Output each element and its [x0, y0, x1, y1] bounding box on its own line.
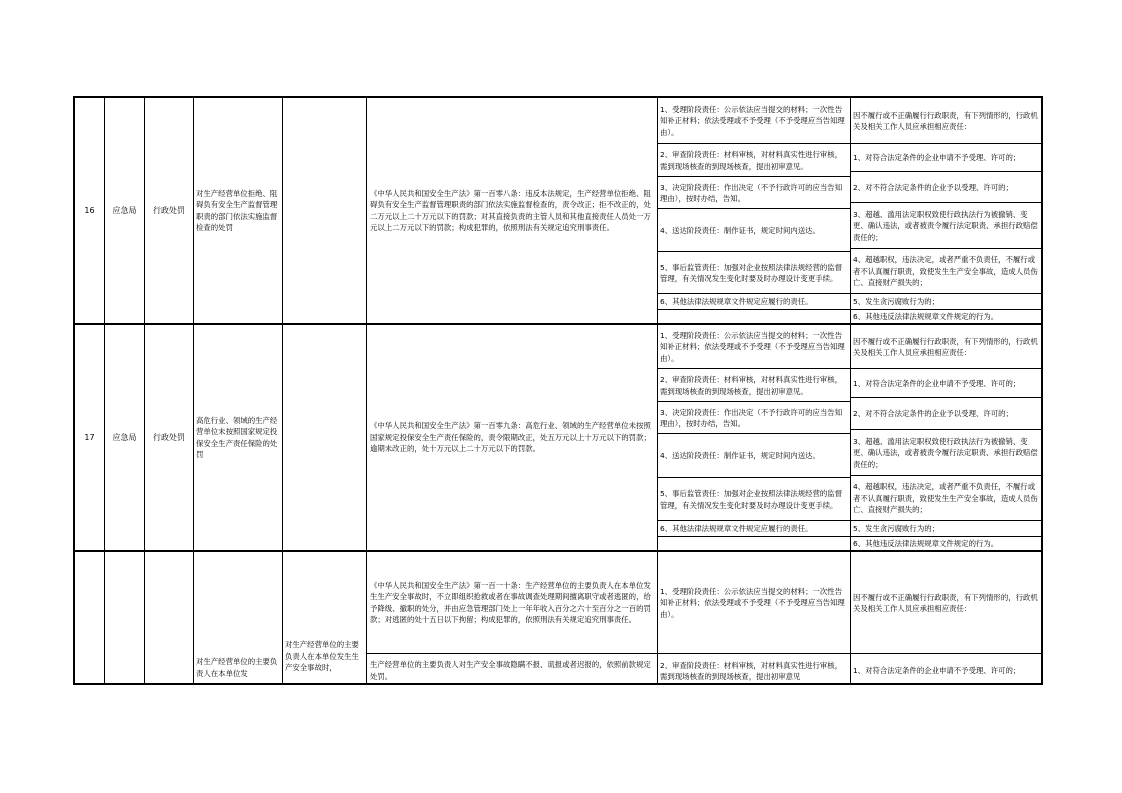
- row-number: [75, 552, 105, 685]
- department: 应急局: [105, 98, 145, 323]
- accountability-item: 4、超越职权，违法决定，或者严重不负责任，不履行或者不认真履行职责，致使发生生产安全事故，造成人员伤亡、直接财产损失的；: [851, 249, 1041, 294]
- duty-item: 3、决定阶段责任：作出决定（不予行政许可的应当告知理由），按时办结，告知。: [658, 177, 850, 209]
- row-number: 17: [75, 325, 105, 550]
- duty-list: [658, 98, 851, 323]
- accountability-item: 5、发生贪污腐败行为的；: [851, 294, 1041, 310]
- accountability-item: 2、对不符合法定条件的企业予以受理、许可的；: [851, 172, 1041, 203]
- legal-basis: 《中华人民共和国安全生产法》第一百零八条：违反本法规定，生产经营单位拒绝、阻碍负有安全生产监督管理职责的部门依法实施监督检查的，责令改正；拒不改正的，处二万元以上二十万元以下的罚款；对其直接负责的主管人员和其他直接责任人员处一万元以上二万元以下的罚款；构成犯罪的，依照刑法有关规定追究刑事责任。: [367, 98, 658, 323]
- accountability-list: [851, 98, 1041, 323]
- duty-item: 1、受理阶段责任：公示依法应当提交的材料；一次性告知补正材料；依法受理或不予受理（不予受理应当告知理由）。: [658, 325, 850, 369]
- accountability-item: 1、对符合法定条件的企业申请不予受理、许可的；: [853, 666, 1021, 676]
- accountability-item: 6、其他违反法律法规规章文件规定的行为。: [853, 539, 999, 549]
- accountability-item: 5、发生贪污腐败行为的；: [851, 521, 1041, 537]
- accountability-list: [851, 552, 1041, 685]
- duty-item: 2、审查阶段责任：材料审核，对材料真实性进行审核，需到现场核查的到现场核查，提出初审意见。: [658, 144, 850, 177]
- duty-list: [658, 552, 851, 685]
- accountability-item: 1、对符合法定条件的企业申请不予受理、许可的；: [851, 144, 1041, 172]
- table-row: [75, 98, 1041, 325]
- table-row: [75, 325, 1041, 552]
- accountability-item: 1、对符合法定条件的企业申请不予受理、许可的；: [851, 369, 1041, 398]
- power-item: 对生产经营单位拒绝、阻碍负有安全生产监督管理职责的部门依法实施监督检查的处罚: [194, 98, 283, 323]
- duty-item: 6、其他法律法规规章文件规定应履行的责任。: [658, 521, 850, 537]
- accountability-item: 6、其他违反法律法规规章文件规定的行为。: [853, 312, 999, 322]
- accountability-item: 2、对不符合法定条件的企业予以受理、许可的；: [851, 398, 1041, 430]
- power-item: 对生产经营单位的主要负责人在本单位发: [194, 552, 283, 685]
- legal-basis-paragraph: 生产经营单位的主要负责人对生产安全事故隐瞒不报、谎报或者迟报的，依照前款规定处罚。: [370, 660, 651, 681]
- legal-basis: 《中华人民共和国安全生产法》第一百零九条：高危行业、领域的生产经营单位未按照国家规定投保安全生产责任保险的，责令限期改正，处五万元以上十万元以下的罚款；逾期未改正的，处十万元以上二十万元以下的罚款。: [367, 325, 658, 550]
- duty-item: 6、其他法律法规规章文件规定应履行的责任。: [658, 294, 850, 310]
- accountability-item: 因不履行或不正确履行行政职责，有下列情形的，行政机关及相关工作人员应承担相应责任：: [851, 325, 1041, 369]
- sub-item: 对生产经营单位的主要负责人在本单位发生生产安全事故时，: [283, 552, 367, 685]
- accountability-item: 3、超越、滥用法定职权致使行政执法行为被撤销、变更、确认违法，或者被责令履行法定职责、承担行政赔偿责任的；: [851, 203, 1041, 249]
- duty-item: 1、受理阶段责任：公示依法应当提交的材料；一次性告知补正材料；依法受理或不予受理（不予受理应当告知理由）。: [658, 98, 850, 144]
- accountability-item: 因不履行或不正确履行行政职责，有下列情形的，行政机关及相关工作人员应承担相应责任：: [851, 98, 1041, 144]
- duty-item: 2、审查阶段责任：材料审核，对材料真实性进行审核，需到现场核查的到现场核查，提出初审意见: [660, 660, 843, 681]
- duty-item: 2、审查阶段责任：材料审核，对材料真实性进行审核，需到现场核查的到现场核查，提出初审意见。: [658, 369, 850, 402]
- power-type: 行政处罚: [145, 98, 194, 323]
- legal-basis-paragraph: 《中华人民共和国安全生产法》第一百一十条：生产经营单位的主要负责人在本单位发生生产安全事故时，不立即组织抢救或者在事故调查处理期间擅离职守或者逃匿的，给予降级、撤职的处分，并由应急管理部门处上一年年收入百分之六十至百分之一百的罚款；对逃匿的处十五日以下拘留；构成犯罪的，依照刑法有关规定追究刑事责任。: [367, 552, 657, 654]
- duty-item: 5、事后监管责任：加强对企业按照法律法规经营的监督管理，有关情况发生变化时要及时办理设计变更手续。: [658, 478, 850, 521]
- sub-item: [283, 98, 367, 323]
- responsibility-table: [73, 96, 1043, 685]
- duty-list: [658, 325, 851, 550]
- duty-item: 4、送达阶段责任：制作证书，规定时间内送达。: [658, 434, 850, 478]
- department: [105, 552, 145, 685]
- duty-item: 5、事后监管责任：加强对企业按照法律法规经营的监督管理，有关情况发生变化时要及时办理设计变更手续。: [658, 252, 850, 294]
- power-type: 行政处罚: [145, 325, 194, 550]
- power-type: [145, 552, 194, 685]
- duty-item: 3、决定阶段责任：作出决定（不予行政许可的应当告知理由），按时办结，告知。: [658, 402, 850, 434]
- table-row: [75, 552, 1041, 685]
- duty-item: 4、送达阶段责任：制作证书，规定时间内送达。: [658, 209, 850, 252]
- accountability-item: 4、超越职权，违法决定，或者严重不负责任，不履行或者不认真履行职责，致使发生生产安全事故，造成人员伤亡、直接财产损失的；: [851, 476, 1041, 521]
- row-number: 16: [75, 98, 105, 323]
- accountability-item: 因不履行或不正确履行行政职责，有下列情形的，行政机关及相关工作人员应承担相应责任：: [851, 552, 1041, 654]
- power-item: 高危行业、领域的生产经营单位未按照国家规定投保安全生产责任保险的处罚: [194, 325, 283, 550]
- accountability-list: [851, 325, 1041, 550]
- legal-basis: [367, 552, 658, 685]
- department: 应急局: [105, 325, 145, 550]
- duty-item: 1、受理阶段责任：公示依法应当提交的材料；一次性告知补正材料；依法受理或不予受理（不予受理应当告知理由）。: [658, 552, 850, 654]
- sub-item: [283, 325, 367, 550]
- accountability-item: 3、超越、滥用法定职权致使行政执法行为被撤销、变更、确认违法，或者被责令履行法定职责、承担行政赔偿责任的；: [851, 430, 1041, 476]
